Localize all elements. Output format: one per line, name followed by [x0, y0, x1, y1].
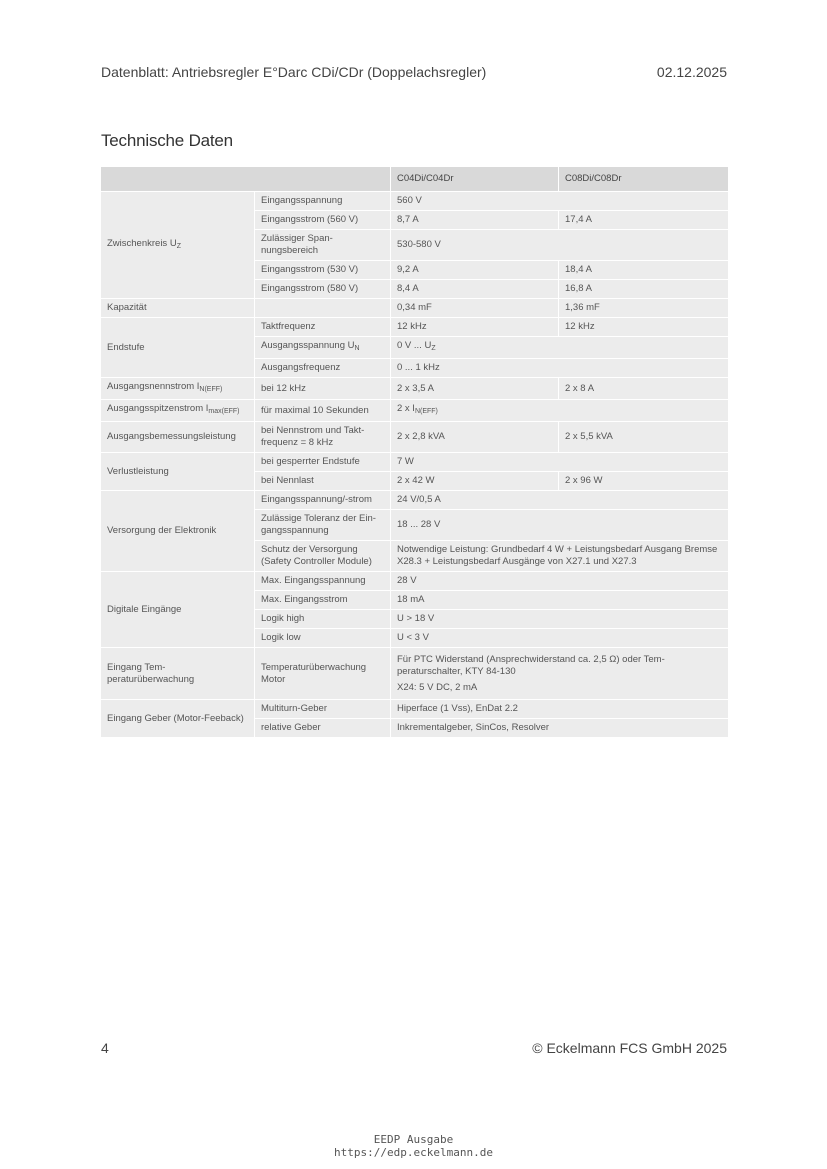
table-row	[101, 453, 729, 472]
value-cell-c04: 12 kHz	[391, 318, 559, 337]
header-cell-c08: C08Di/C08Dr	[559, 167, 729, 192]
document-date: 02.12.2025	[656, 64, 727, 80]
page-number: 4	[101, 1040, 109, 1056]
table-row	[101, 318, 729, 337]
value-cell: 18 mA	[391, 591, 729, 610]
value-cell: 530-580 V	[391, 230, 729, 261]
param-cell: Zulässiger Span-nungsbereich	[255, 230, 391, 261]
param-cell: Eingangsspannung/-strom	[255, 491, 391, 510]
value-cell: Notwendige Leistung: Grundbedarf 4 W + Leistungsbedarf Ausgang Bremse X28.3 + Leistungsbedarf Ausgänge von X27.1 und X27.3	[391, 541, 729, 572]
value-cell: U < 3 V	[391, 629, 729, 648]
page-header	[101, 64, 727, 84]
group-label: Endstufe	[101, 318, 255, 378]
param-cell: Multiturn-Geber	[255, 700, 391, 719]
group-label: Ausgangsbemessungsleistung	[101, 422, 255, 453]
param-cell: relative Geber	[255, 719, 391, 738]
param-cell-empty	[255, 299, 391, 318]
group-label: Digitale Eingänge	[101, 572, 255, 648]
value-cell: Inkrementalgeber, SinCos, Resolver	[391, 719, 729, 738]
technical-data-table	[100, 166, 729, 738]
table-header-row	[101, 167, 729, 192]
group-label: Eingang Geber (Motor-Feeback)	[101, 700, 255, 738]
value-cell-c08: 2 x 5,5 kVA	[559, 422, 729, 453]
page-footer	[101, 1040, 727, 1060]
table-row	[101, 700, 729, 719]
group-label: Zwischenkreis $U_Z$	[101, 192, 255, 299]
param-cell: bei 12 kHz	[255, 378, 391, 400]
table-row	[101, 192, 729, 211]
param-cell: Zulässige Toleranz der Ein-gangsspannung	[255, 510, 391, 541]
table-row	[101, 422, 729, 453]
value-cell: U > 18 V	[391, 610, 729, 629]
header-cell-c04: C04Di/C04Dr	[391, 167, 559, 192]
param-cell: Schutz der Versorgung (Safety Controller Module)	[255, 541, 391, 572]
value-cell-c08: 2 x 96 W	[559, 472, 729, 491]
value-cell-c04: 8,7 A	[391, 211, 559, 230]
group-label: Ausgangsspitzenstrom $I_{max(EFF)}$	[101, 400, 255, 422]
group-label: Kapazität	[101, 299, 255, 318]
value-cell-c08: 1,36 mF	[559, 299, 729, 318]
param-cell: Eingangsstrom (530 V)	[255, 261, 391, 280]
table-row	[101, 299, 729, 318]
value-cell-c04: 2 x 3,5 A	[391, 378, 559, 400]
param-cell: Ausgangsfrequenz	[255, 359, 391, 378]
value-cell-c04: 8,4 A	[391, 280, 559, 299]
value-cell: 18 ... 28 V	[391, 510, 729, 541]
value-cell-c04: 9,2 A	[391, 261, 559, 280]
value-cell-c04: 2 x 42 W	[391, 472, 559, 491]
param-cell: bei gesperrter Endstufe	[255, 453, 391, 472]
edp-stamp	[0, 1133, 827, 1159]
param-cell: Eingangsstrom (580 V)	[255, 280, 391, 299]
table-row	[101, 572, 729, 591]
table-row	[101, 648, 729, 700]
param-cell: Max. Eingangsspannung	[255, 572, 391, 591]
param-cell: für maximal 10 Sekunden	[255, 400, 391, 422]
value-cell: 0 V ... $U_Z$	[391, 337, 729, 359]
value-cell: 560 V	[391, 192, 729, 211]
group-label: Eingang Tem-peraturüberwachung	[101, 648, 255, 700]
document-title: Datenblatt: Antriebsregler E°Darc CDi/CDr (Doppelachsregler)	[101, 64, 487, 80]
param-cell: Logik high	[255, 610, 391, 629]
value-cell-c08: 16,8 A	[559, 280, 729, 299]
param-cell: bei Nennlast	[255, 472, 391, 491]
value-cell-c08: 12 kHz	[559, 318, 729, 337]
edp-url: https://edp.eckelmann.de	[334, 1146, 493, 1159]
group-label: Verlustleistung	[101, 453, 255, 491]
value-cell: 7 W	[391, 453, 729, 472]
table-row	[101, 400, 729, 422]
value-cell-c08: 18,4 A	[559, 261, 729, 280]
value-cell: Für PTC Widerstand (Ansprechwiderstand ca. 2,5 Ω) oder Tem-peraturschalter, KTY 84-130 X24: 5 V DC, 2 mA	[391, 648, 729, 700]
param-cell: bei Nennstrom und Takt-frequenz = 8 kHz	[255, 422, 391, 453]
param-cell: Temperaturüberwachung Motor	[255, 648, 391, 700]
param-cell: Max. Eingangsstrom	[255, 591, 391, 610]
param-cell: Logik low	[255, 629, 391, 648]
table-row	[101, 491, 729, 510]
value-cell: 28 V	[391, 572, 729, 591]
param-cell: Ausgangsspannung $U_N$	[255, 337, 391, 359]
section-title: Technische Daten	[101, 131, 233, 150]
value-cell: 2 x $I_{N(EFF)}$	[391, 400, 729, 422]
value-cell-c04: 2 x 2,8 kVA	[391, 422, 559, 453]
header-cell-empty	[101, 167, 391, 192]
value-cell-c08: 17,4 A	[559, 211, 729, 230]
table-row	[101, 378, 729, 400]
value-cell-c04: 0,34 mF	[391, 299, 559, 318]
group-label: Versorgung der Elektronik	[101, 491, 255, 572]
value-cell: 0 ... 1 kHz	[391, 359, 729, 378]
edp-label: EEDP Ausgabe	[373, 1133, 454, 1146]
value-cell: Hiperface (1 Vss), EnDat 2.2	[391, 700, 729, 719]
value-cell-c08: 2 x 8 A	[559, 378, 729, 400]
group-label: Ausgangsnennstrom $I_{N(EFF)}$	[101, 378, 255, 400]
param-cell: Eingangsspannung	[255, 192, 391, 211]
value-cell: 24 V/0,5 A	[391, 491, 729, 510]
param-cell: Eingangsstrom (560 V)	[255, 211, 391, 230]
copyright: © Eckelmann FCS GmbH 2025	[532, 1040, 727, 1056]
param-cell: Taktfrequenz	[255, 318, 391, 337]
